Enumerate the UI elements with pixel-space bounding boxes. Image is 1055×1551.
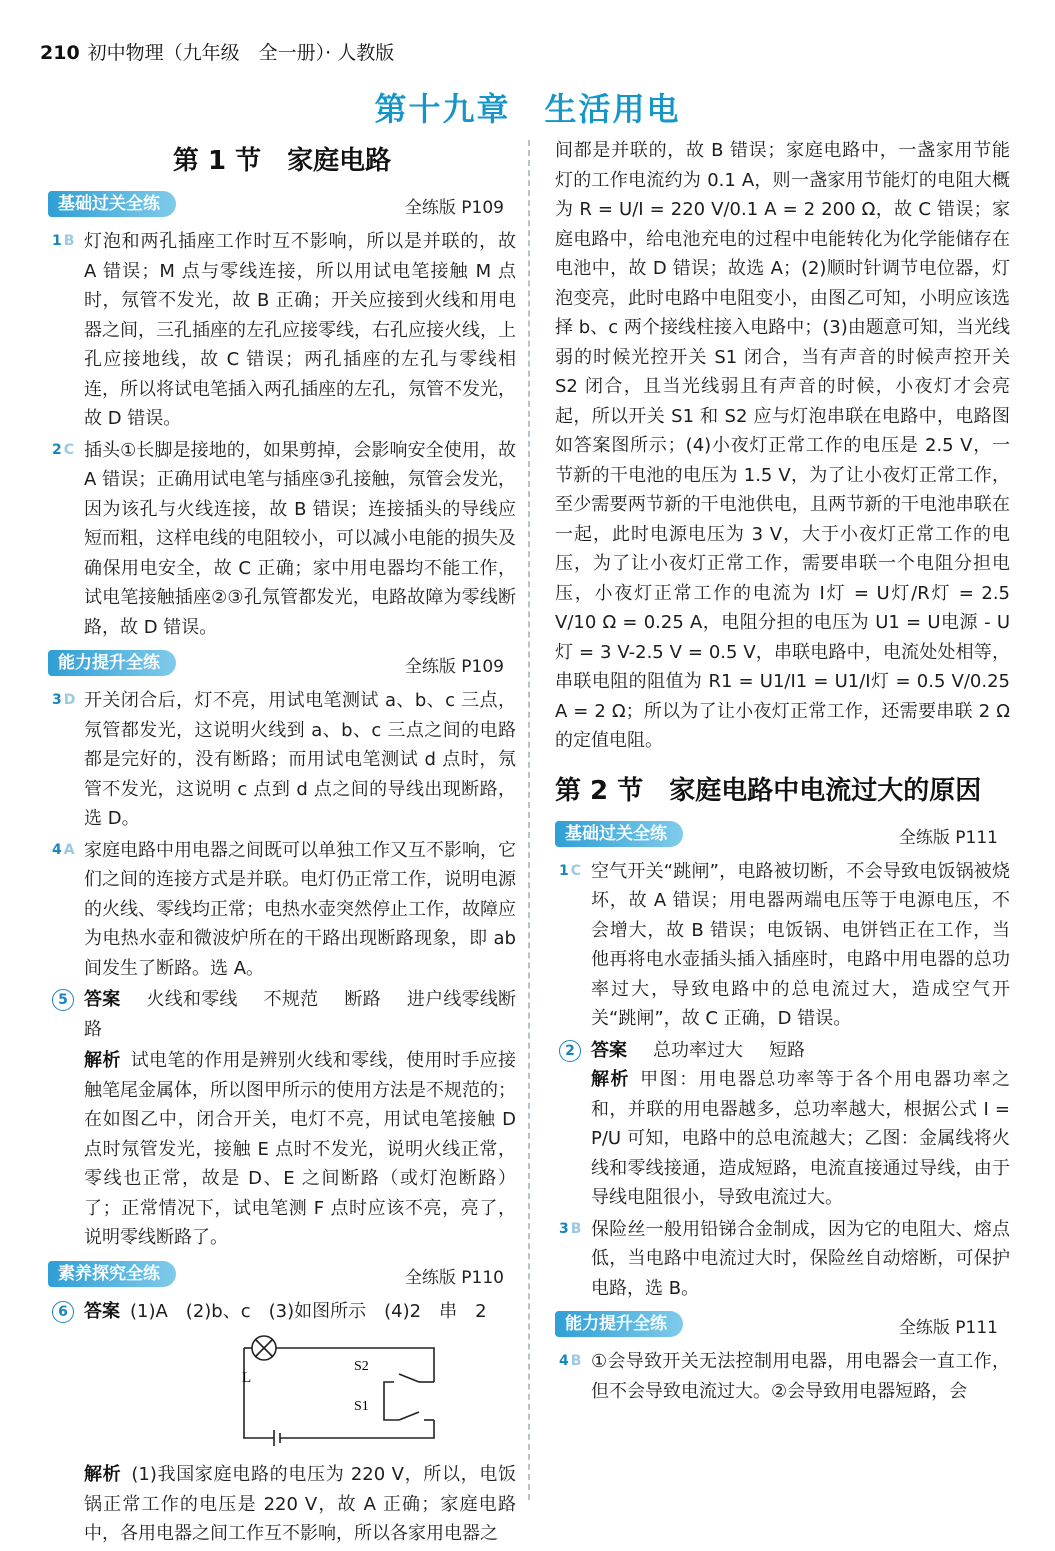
exercise-bar-inquiry <box>48 1259 516 1289</box>
page-reference: 全练版 P110 <box>404 1267 504 1288</box>
page-reference: 全练版 P111 <box>898 827 998 848</box>
answer-option: A <box>63 841 75 858</box>
exercise-bar-basic-2 <box>555 819 1010 849</box>
left-column <box>48 136 516 1551</box>
question-r1 <box>555 857 1010 1034</box>
answer-option: C <box>63 441 75 458</box>
section-2-title: 第 2 节 家庭电路中电流过大的原因 <box>555 775 982 806</box>
analysis-label: 解析 <box>591 1069 631 1090</box>
exercise-tag: 能力提升全练 <box>48 650 176 676</box>
chapter-title: 第十九章 生活用电 <box>374 90 681 128</box>
answer-item: 断路 <box>344 989 381 1010</box>
question-number: 4 B <box>559 1353 582 1369</box>
answer-option: B <box>570 1353 582 1369</box>
question-number: 1 B <box>52 233 75 249</box>
answer-label: 答案 <box>84 989 121 1010</box>
question-5 <box>48 985 516 1253</box>
switch-s2-label: S2 <box>354 1359 369 1374</box>
question-r3 <box>555 1215 1010 1304</box>
book-title: 初中物理（九年级 全一册）· 人教版 <box>87 42 395 64</box>
answer-item: 短路 <box>769 1039 805 1061</box>
analysis-text: 解析 试电笔的作用是辨别火线和零线，使用时手应接触笔尾金属体，所以图甲所示的使用方法是不规范的；在如图乙中，闭合开关，电灯不亮，用试电笔接触 D 点时氖管发光，接触 E 点时不发光，说明火线正常，零线也正常，故是 D、E 之间断路（或灯泡断路）了；正常情况下，试电笔测 F 点时应该不亮，亮了，说明零线断路了。 <box>84 1050 517 1248</box>
exercise-tag: 基础过关全练 <box>555 821 683 847</box>
circuit-diagram <box>234 1330 454 1450</box>
question-r4 <box>555 1347 1010 1406</box>
page-reference: 全练版 P109 <box>404 198 504 218</box>
question-text: 空气开关“跳闸”，电路被切断，不会导致电饭锅被烧坏，故 A 错误；用电器两端电压等于电源电压，不会增大，故 B 错误；电饭锅、电饼铛正在工作，当他再将电水壶插头插入插座时，电路中用电器的总功率过大，导致电路中的总电流过大，造成空气开关“跳闸”，故 C 正确，D 错误。 <box>591 860 1010 1029</box>
question-number: 6 <box>52 1301 74 1323</box>
analysis-text: 解析 甲图：用电器总功率等于各个用电器功率之和，并联的用电器越多，总功率越大，根据公式 I = P/U 可知，电路中的总电流越大；乙图：金属线将火线和零线接通，造成短路，电流直接通过导线，由于导线电阻很小，导致电流过大。 <box>591 1069 1011 1208</box>
exercise-tag: 素养探究全练 <box>48 1261 176 1287</box>
answer-option: B <box>63 233 75 249</box>
answer-item: 火线和零线 <box>146 989 238 1010</box>
answer-label: 答案 <box>84 1300 120 1322</box>
page-reference: 全练版 P111 <box>898 1318 998 1338</box>
answer-text: (1)A (2)b、c (3)如图所示 (4)2 串 2 <box>130 1300 487 1322</box>
analysis-label: 解析 <box>84 1464 122 1485</box>
question-text: 保险丝一般用铅锑合金制成，因为它的电阻大、熔点低，当电路中电流过大时，保险丝自动熔断，可保护电路，选 B。 <box>591 1218 1010 1299</box>
question-2 <box>48 436 516 643</box>
question-number: 2 C <box>52 441 75 458</box>
question-text: 开关闭合后，灯不亮，用试电笔测试 a、b、c 三点，氖管都发光，这说明火线到 a、b、c 三点之间的电路都是完好的，没有断路；而用试电笔测试 d 点时，氖管不发光，这说明 c 点到 d 点之间的导线出现断路，选 D。 <box>84 690 516 829</box>
exercise-tag: 基础过关全练 <box>48 191 176 217</box>
question-number: 5 <box>52 989 74 1011</box>
question-text: 家庭电路中用电器之间既可以单独工作又互不影响，它们之间的连接方式是并联。电灯仍正常工作，说明电源的火线、零线均正常；电热水壶突然停止工作，故障应为电热水壶和微波炉所在的干路出现断路现象，即 ab 间发生了断路。选 A。 <box>84 839 516 979</box>
question-6 <box>48 1297 516 1549</box>
answer-line <box>591 1036 1010 1066</box>
answer-label: 答案 <box>591 1039 627 1061</box>
question-4 <box>48 836 516 984</box>
question-number: 4 A <box>52 841 75 858</box>
page-reference: 全练版 P109 <box>404 657 504 677</box>
answer-item: 总功率过大 <box>653 1039 743 1061</box>
answer-option: D <box>63 692 76 708</box>
answer-item: 进户线零线断路 <box>84 989 517 1040</box>
question-r2 <box>555 1036 1010 1213</box>
page-header <box>40 38 394 65</box>
lamp-label: L <box>242 1370 252 1386</box>
question-number: 1 C <box>559 862 582 879</box>
answer-line <box>84 985 516 1044</box>
right-column <box>555 136 1010 1408</box>
question-1 <box>48 227 516 434</box>
section-1-title: 第 1 节 家庭电路 <box>172 146 392 176</box>
exercise-bar-ability-2 <box>555 1309 1010 1339</box>
question-text: 灯泡和两孔插座工作时互不影响，所以是并联的，故 A 错误；M 点与零线连接，所以用试电笔接触 M 点时，氖管不发光，故 B 正确；开关应接到火线和用电器之间，三孔插座的左孔应接零线，右孔应接火线，上孔应接地线，故 C 错误；两孔插座的左孔与零线相连，所以将试电笔插入两孔插座的左孔，氖管不发光，故 D 错误。 <box>84 231 516 429</box>
answer-line <box>84 1297 516 1327</box>
column-divider <box>528 140 530 1500</box>
question-number: 2 <box>559 1040 581 1062</box>
answer-option: B <box>570 1220 582 1237</box>
answer-item: 不规范 <box>263 989 319 1010</box>
switch-s1-label: S1 <box>354 1399 369 1414</box>
question-number: 3 B <box>559 1220 582 1237</box>
page-number: 210 <box>40 42 80 64</box>
analysis-text: 解析 (1)我国家庭电路的电压为 220 V，所以，电饭锅正常工作的电压是 220 V，故 A 正确；家庭电路中，各用电器之间工作互不影响，所以各家用电器之 <box>84 1464 517 1544</box>
continued-text: 间都是并联的，故 B 错误；家庭电路中，一盏家用节能灯的工作电流约为 0.1 A，则一盏家用节能灯的电阻大概为 R = U/I = 220 V/0.1 A = 2 200 Ω，故 C 错误；家庭电路中，给电池充电的过程中电能转化为化学能储存在电池中，故 D 错误；故选 A；(2)顺时针调节电位器，灯泡变亮，此时电路中电阻变小，由图乙可知，小明应该选择 b、c 两个接线柱接入电路中；(3)由题意可知，当光线弱的时候光控开关 S1 闭合，当有声音的时候声控开关 S2 闭合，且当光线弱且有声音的时候，小夜灯才会亮起，所以开关 S1 和 S2 应与灯泡串联在电路中，电路图如答案图所示；(4)小夜灯正常工作的电压是 2.5 V，一节新的干电池的电压为 1.5 V，为了让小夜灯正常工作，至少需要两节新的干电池供电，且两节新的干电池串联在一起，此时电源电压为 3 V，大于小夜灯正常工作的电压，为了让小夜灯正常工作，需要串联一个电阻分担电压，小夜灯正常工作的电流为 I灯 = U灯/R灯 = 2.5 V/10 Ω = 0.25 A，电阻分担的电压为 U1 = U电源 - U灯 = 3 V-2.5 V = 0.5 V，串联电路中，电流处处相等，串联电阻的阻值为 R1 = U1/I1 = U1/I灯 = 0.5 V/0.25 A = 2 Ω；所以为了让小夜灯正常工作，还需要串联 2 Ω 的定值电阻。 <box>555 140 1010 751</box>
question-3 <box>48 686 516 834</box>
question-text: 插头①长脚是接地的，如果剪掉，会影响安全使用，故 A 错误；正确用试电笔与插座③孔接触，氖管会发光，因为该孔与火线连接，故 B 错误；连接插头的导线应短而粗，这样电线的电阻较小，可以减小电能的损失及确保用电安全，故 C 正确；家中用电器均不能工作，试电笔接触插座②③孔氖管都发光，电路故障为零线断路，故 D 错误。 <box>84 439 516 638</box>
answer-option: C <box>570 862 582 879</box>
question-number: 3 D <box>52 692 76 708</box>
exercise-bar-ability <box>48 648 516 678</box>
exercise-tag: 能力提升全练 <box>555 1311 683 1337</box>
analysis-label: 解析 <box>84 1050 121 1071</box>
exercise-bar-basic <box>48 189 516 219</box>
question-text: ①会导致开关无法控制用电器，用电器会一直工作，但不会导致电流过大。②会导致用电器短路，会 <box>591 1351 1010 1402</box>
